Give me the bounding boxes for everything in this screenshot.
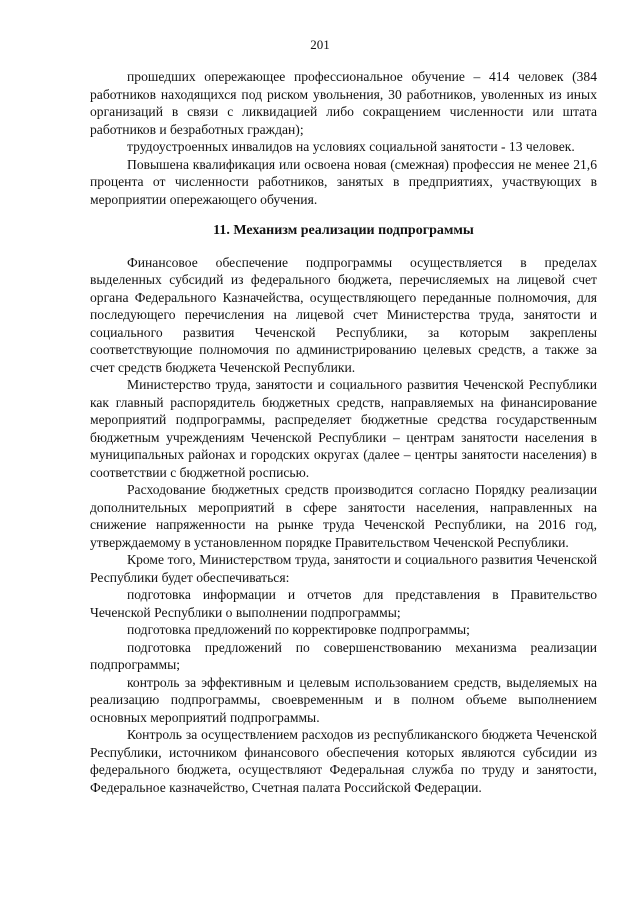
page-number: 201 bbox=[310, 37, 330, 52]
paragraph: Финансовое обеспечение подпрограммы осуществляется в пределах выделенных субсидий из федерального бюджета, перечисляемых на лицевой счет органа Федерального Казначейства, осуществляющего переданные полномочия, для последующего перечисления на лицевой счет Министерства труда, занятости и социального развития Чеченской Республики, за которым закреплены соответствующие полномочия по администрированию целевых средств, а также за счет средств бюджета Чеченской Республики. bbox=[90, 254, 597, 375]
paragraph: Повышена квалификация или освоена новая (смежная) профессия не менее 21,6 процента от численности работников, занятых в предприятиях, участвующих в мероприятии опережающего обучения. bbox=[90, 156, 597, 207]
paragraph: прошедших опережающее профессиональное обучение – 414 человек (384 работников находящихся под риском увольнения, 30 работников, уволенных из иных организаций в связи с ликвидацией либо сокращением численности или штата работников и безработных граждан); bbox=[90, 69, 597, 137]
paragraph: трудоустроенных инвалидов на условиях социальной занятости - 13 человек. bbox=[127, 139, 575, 154]
paragraph: контроль за эффективным и целевым использованием средств, выделяемых на реализацию подпрограммы, своевременным и в полном объеме выполнением основных мероприятий подпрограммы. bbox=[90, 674, 597, 725]
paragraph: Кроме того, Министерством труда, занятости и социального развития Чеченской Республики будет обеспечиваться: bbox=[90, 552, 597, 585]
paragraph: Министерство труда, занятости и социального развития Чеченской Республики как главный распорядитель бюджетных средств, направляемых на финансирование мероприятий подпрограммы, распределяет бюджетные средства государственным бюджетным учреждениям Чеченской Республики – центрам занятости населения в муниципальных районах и городских округах (далее – центры занятости населения) в соответствии с бюджетной росписью. bbox=[90, 377, 597, 480]
paragraph: подготовка информации и отчетов для представления в Правительство Чеченской Республики о выполнении подпрограммы; bbox=[90, 587, 597, 620]
page-content bbox=[90, 68, 597, 796]
paragraph: Расходование бюджетных средств производится согласно Порядку реализации дополнительных мероприятий в сфере занятости населения, направленных на снижение напряженности на рынке труда Чеченской Республики, на 2016 год, утверждаемому в установленном порядке Правительством Чеченской Республики. bbox=[90, 482, 597, 550]
paragraph: подготовка предложений по корректировке подпрограммы; bbox=[127, 622, 470, 637]
paragraph: Контроль за осуществлением расходов из республиканского бюджета Чеченской Республики, источником финансового обеспечения которых являются субсидии из федерального бюджета, осуществляют Федеральная служба по труду и занятости, Федеральное казначейство, Счетная палата Российской Федерации. bbox=[90, 727, 597, 795]
section-heading: 11. Механизм реализации подпрограммы bbox=[213, 223, 474, 238]
paragraph: подготовка предложений по совершенствованию механизма реализации подпрограммы; bbox=[90, 639, 597, 672]
